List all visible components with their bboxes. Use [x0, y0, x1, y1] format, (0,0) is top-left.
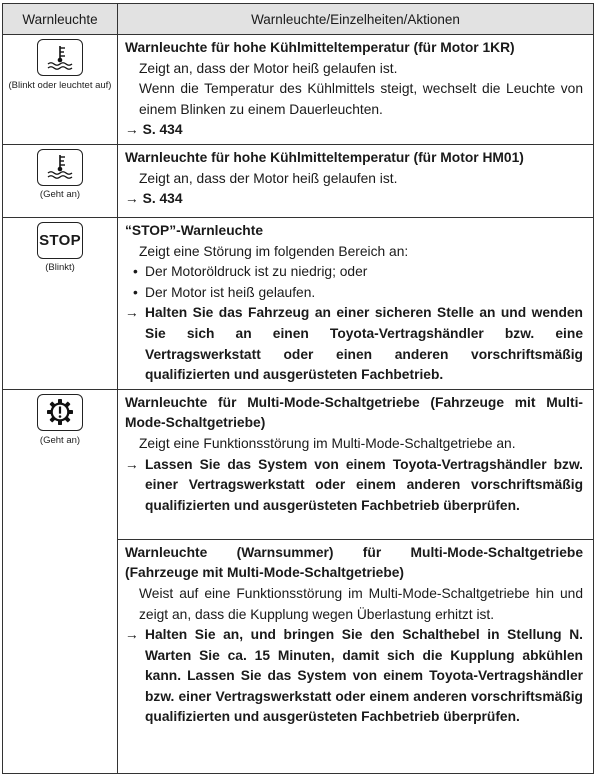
details-cell	[118, 35, 594, 145]
arrow-right-icon: →	[125, 191, 139, 207]
coolant-temperature-icon	[37, 149, 83, 186]
arrow-right-icon: →	[125, 627, 139, 643]
arrow-right-icon: →	[125, 456, 139, 472]
row-title: “STOP”-Warnleuchte	[125, 222, 263, 238]
icon-caption: (Blinkt oder leuchtet auf)	[8, 79, 112, 91]
row-description: Wenn die Temperatur des Kühlmittels steigt, wechselt die Leuchte von einem Blinken zu einem Dauerleuchten.	[139, 81, 583, 117]
action-instruction: → Lassen Sie das System von einem Toyota-Vertragshändler bzw. einer Vertragswerkstatt oder einem anderen vorschriftsmäßig qualifizierten und ausgerüsteten Fachbetrieb überprüfen.	[125, 456, 583, 513]
row-title: Warnleuchte für hohe Kühlmitteltemperatur (für Motor 1KR)	[125, 40, 515, 55]
stop-warning-icon: STOP	[37, 222, 83, 259]
warning-light-cell	[3, 144, 118, 217]
details-cell	[118, 539, 594, 773]
table-row	[3, 144, 594, 217]
details-cell	[118, 389, 594, 539]
icon-caption: (Blinkt)	[45, 261, 75, 273]
row-description: Zeigt an, dass der Motor heiß gelaufen ist.	[139, 60, 398, 76]
row-description: Zeigt an, dass der Motor heiß gelaufen ist.	[139, 170, 398, 186]
transmission-gear-warning-icon	[37, 394, 83, 431]
table-row	[3, 217, 594, 389]
row-description: Zeigt eine Funktionsstörung im Multi-Mode-Schaltgetriebe an.	[139, 435, 516, 451]
header-details-actions: Warnleuchte/Einzelheiten/Aktionen	[118, 4, 594, 35]
icon-caption: (Geht an)	[39, 189, 81, 201]
page-reference: → S. 434	[125, 122, 183, 138]
action-instruction: → Halten Sie an, und bringen Sie den Schalthebel in Stellung N. Warten Sie ca. 15 Minuten, damit sich die Kupplung abkühlen kann. Lassen Sie das System von einem Toyota-Vertragshändler bzw. einer Vertragswerkstatt oder einem anderen vorschriftsmäßig qualifizierten und ausgerüsteten Fachbetrieb überprüfen.	[125, 627, 583, 725]
warning-light-table	[2, 3, 594, 774]
row-title: Warnleuchte (Warnsummer) für Multi-Mode-Schaltgetriebe (Fahrzeuge mit Multi-Mode-Schaltgetriebe)	[125, 544, 583, 581]
row-title: Warnleuchte für Multi-Mode-Schaltgetriebe (Fahrzeuge mit Multi-Mode-Schaltgetriebe)	[125, 394, 583, 431]
table-row	[3, 389, 594, 539]
warning-light-cell	[3, 35, 118, 145]
table-row	[3, 35, 594, 145]
row-description: Zeigt eine Störung im folgenden Bereich an:	[139, 243, 409, 259]
arrow-right-icon: →	[125, 305, 139, 321]
action-instruction: → Halten Sie das Fahrzeug an einer sicheren Stelle an und wenden Sie sich an einen Toyota-Vertragshändler bzw. eine Vertragswerkstatt oder einen anderen vorschriftsmäßig qualifizierten und ausgerüsteten Fachbetrieb.	[125, 305, 583, 383]
row-description: Weist auf eine Funktionsstörung im Multi-Mode-Schaltgetriebe hin und zeigt an, dass die Kupplung wegen Überlastung erhitzt ist.	[139, 585, 583, 622]
header-warning-light: Warnleuchte	[3, 4, 118, 35]
page-reference: → S. 434	[125, 191, 183, 207]
warning-light-cell	[3, 389, 118, 773]
details-cell	[118, 144, 594, 217]
row-title: Warnleuchte für hohe Kühlmitteltemperatur (für Motor HM01)	[125, 149, 524, 165]
table-header-row	[3, 4, 594, 35]
details-cell	[118, 217, 594, 389]
list-item: • Der Motor ist heiß gelaufen.	[125, 283, 583, 304]
warning-light-cell	[3, 217, 118, 389]
coolant-temperature-icon	[37, 39, 83, 76]
icon-caption: (Geht an)	[39, 435, 81, 447]
arrow-right-icon: →	[125, 122, 139, 138]
list-item: • Der Motoröldruck ist zu niedrig; oder	[125, 262, 583, 283]
